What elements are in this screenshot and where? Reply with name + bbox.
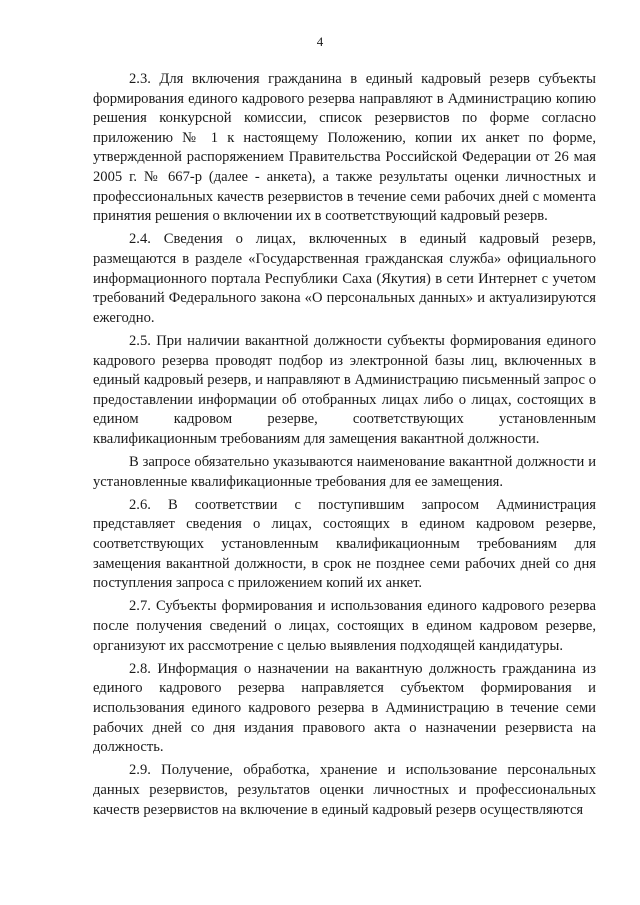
paragraph-2-5: 2.5. При наличии вакантной должности субъекты формирования единого кадрового резерва проводят подбор из электронной базы лиц, включенных в единый кадровый резерв, и направляют в Администрацию письменный запрос о предоставлении информации об отобранных лицах либо о лицах, состоящих в едином кадровом резерве, соответствующих установленным квалификационным требованиям для замещения вакантной должности. <box>93 332 596 447</box>
document-body <box>93 70 596 824</box>
paragraph-2-9: 2.9. Получение, обработка, хранение и использование персональных данных резервистов, результатов оценки личностных и профессиональных качеств резервистов на включение в единый кадровый резерв осуществляются <box>93 762 596 818</box>
paragraph-2-6: 2.6. В соответствии с поступившим запросом Администрация представляет сведения о лицах, состоящих в едином кадровом резерве, соответствующих установленным квалификационным требованиям для замещения вакантной должности, в срок не позднее семи рабочих дней со дня поступления запроса с приложением копий их анкет. <box>93 496 596 592</box>
paragraph-2-7: 2.7. Субъекты формирования и использования единого кадрового резерва после получения сведений о лицах, состоящих в едином кадровом резерве, организуют их рассмотрение с целью выявления подходящей кандидатуры. <box>93 598 596 654</box>
paragraph-2-8: 2.8. Информация о назначении на вакантную должность гражданина из единого кадрового резерва направляется субъектом формирования и использования единого кадрового резерва в Администрацию в течение семи рабочих дней со дня издания правового акта о назначении резервиста на должность. <box>93 660 596 756</box>
paragraph-2-3: 2.3. Для включения гражданина в единый кадровый резерв субъекты формирования единого кадрового резерва направляют в Администрацию копию решения конкурсной комиссии, список резервистов по форме согласно приложению № 1 к настоящему Положению, копии их анкет по форме, утвержденной распоряжением Правительства Российской Федерации от 26 мая 2005 г. № 667-р (далее - анкета), а также результаты оценки личностных и профессиональных качеств резервистов в течение семи рабочих дней с момента принятия решения о включении их в соответствующий кадровый резерв. <box>93 71 596 225</box>
page-number: 4 <box>316 34 324 49</box>
paragraph-request-note: В запросе обязательно указываются наименование вакантной должности и установленные квалификационные требования для ее замещения. <box>93 454 596 490</box>
paragraph-2-4: 2.4. Сведения о лицах, включенных в единый кадровый резерв, размещаются в разделе «Государственная гражданская служба» официального информационного портала Республики Саха (Якутия) в сети Интернет с учетом требований Федерального закона «О персональных данных» и актуализируются ежегодно. <box>93 231 596 326</box>
